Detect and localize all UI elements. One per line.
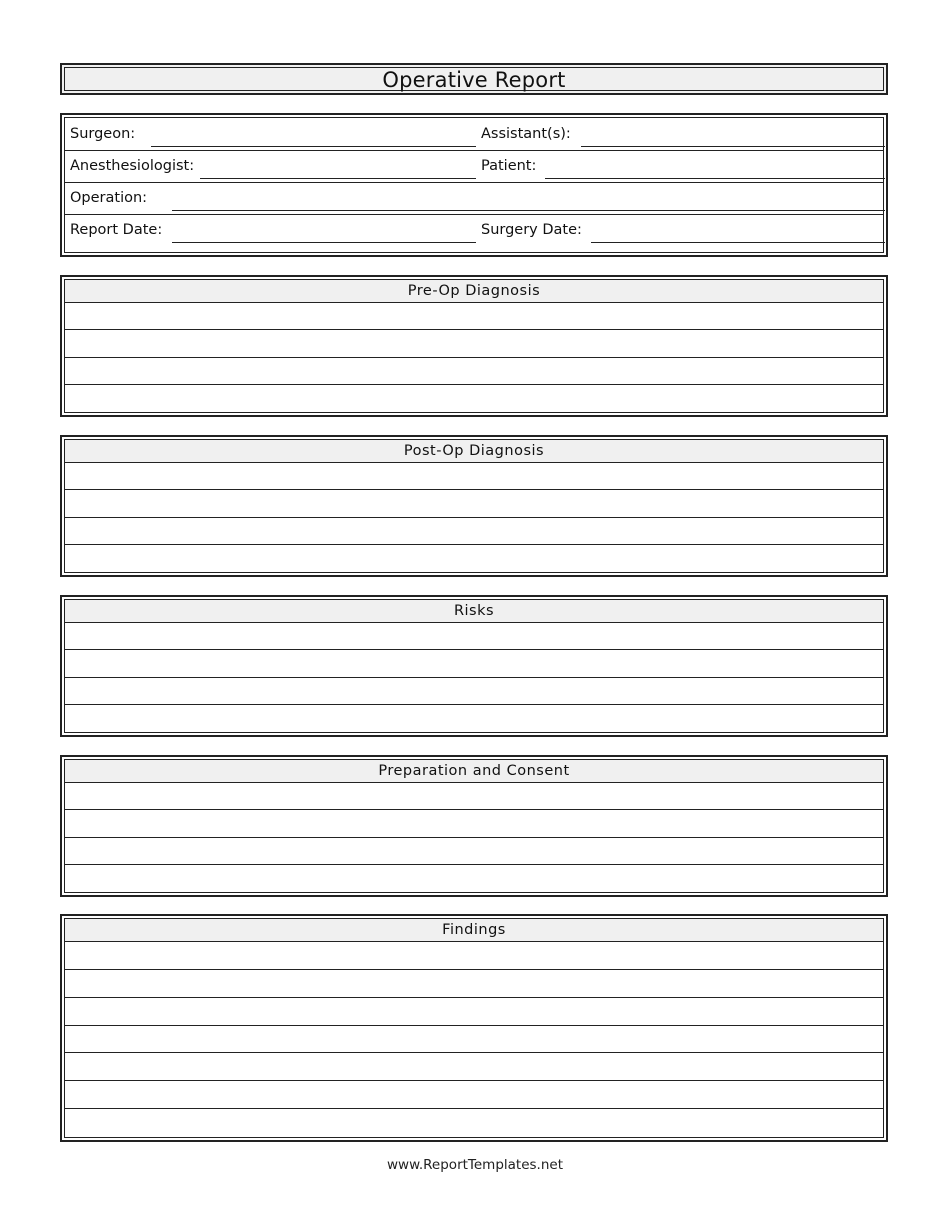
section-title: Risks — [65, 600, 883, 623]
writing-line[interactable] — [65, 385, 883, 412]
writing-line[interactable] — [65, 303, 883, 330]
assistants-label: Assistant(s): — [481, 126, 571, 142]
writing-line[interactable] — [65, 1053, 883, 1081]
info-row-dates — [65, 214, 883, 246]
section-findings — [60, 914, 888, 1142]
writing-line[interactable] — [65, 970, 883, 998]
writing-line[interactable] — [65, 783, 883, 810]
report-date-field[interactable] — [70, 214, 476, 246]
writing-line[interactable] — [65, 650, 883, 677]
section-title: Findings — [65, 919, 883, 942]
writing-line[interactable] — [65, 358, 883, 385]
assistants-field[interactable] — [481, 118, 885, 150]
report-title-bar — [60, 63, 888, 95]
section-post-op-diagnosis — [60, 435, 888, 577]
writing-line[interactable] — [65, 810, 883, 837]
section-rows — [65, 463, 883, 572]
section-pre-op-diagnosis — [60, 275, 888, 417]
info-row-operation — [65, 182, 883, 215]
anesthesiologist-label: Anesthesiologist: — [70, 158, 195, 174]
writing-line[interactable] — [65, 705, 883, 732]
page-title: Operative Report — [382, 68, 566, 92]
section-risks — [60, 595, 888, 737]
patient-label: Patient: — [481, 158, 537, 174]
info-row-anesthesiologist — [65, 150, 883, 183]
section-title: Post-Op Diagnosis — [65, 440, 883, 463]
writing-line[interactable] — [65, 490, 883, 517]
anesthesiologist-field[interactable] — [70, 150, 476, 182]
writing-line[interactable] — [65, 1026, 883, 1054]
writing-line[interactable] — [65, 330, 883, 357]
writing-line[interactable] — [65, 942, 883, 970]
assistants-line[interactable] — [581, 146, 885, 147]
section-rows — [65, 942, 883, 1137]
patient-field[interactable] — [481, 150, 885, 182]
section-rows — [65, 303, 883, 412]
section-title: Pre-Op Diagnosis — [65, 280, 883, 303]
writing-line[interactable] — [65, 998, 883, 1026]
section-rows — [65, 783, 883, 892]
patient-line[interactable] — [545, 178, 885, 179]
report-date-label: Report Date: — [70, 222, 163, 238]
operation-line[interactable] — [172, 210, 885, 211]
operation-field[interactable] — [70, 182, 885, 214]
writing-line[interactable] — [65, 1109, 883, 1137]
surgery-date-line[interactable] — [591, 242, 885, 243]
writing-line[interactable] — [65, 623, 883, 650]
writing-line[interactable] — [65, 678, 883, 705]
writing-line[interactable] — [65, 545, 883, 572]
operation-label: Operation: — [70, 190, 148, 206]
surgeon-line[interactable] — [151, 146, 476, 147]
writing-line[interactable] — [65, 1081, 883, 1109]
surgeon-label: Surgeon: — [70, 126, 136, 142]
section-title: Preparation and Consent — [65, 760, 883, 783]
section-preparation-and-consent — [60, 755, 888, 897]
patient-info-box — [60, 113, 888, 257]
footer-website: www.ReportTemplates.net — [386, 1157, 563, 1173]
anesthesiologist-line[interactable] — [200, 178, 476, 179]
writing-line[interactable] — [65, 838, 883, 865]
surgery-date-field[interactable] — [481, 214, 885, 246]
info-row-surgeon — [65, 118, 883, 151]
report-date-line[interactable] — [172, 242, 476, 243]
surgeon-field[interactable] — [70, 118, 476, 150]
writing-line[interactable] — [65, 463, 883, 490]
surgery-date-label: Surgery Date: — [481, 222, 582, 238]
writing-line[interactable] — [65, 518, 883, 545]
section-rows — [65, 623, 883, 732]
writing-line[interactable] — [65, 865, 883, 892]
